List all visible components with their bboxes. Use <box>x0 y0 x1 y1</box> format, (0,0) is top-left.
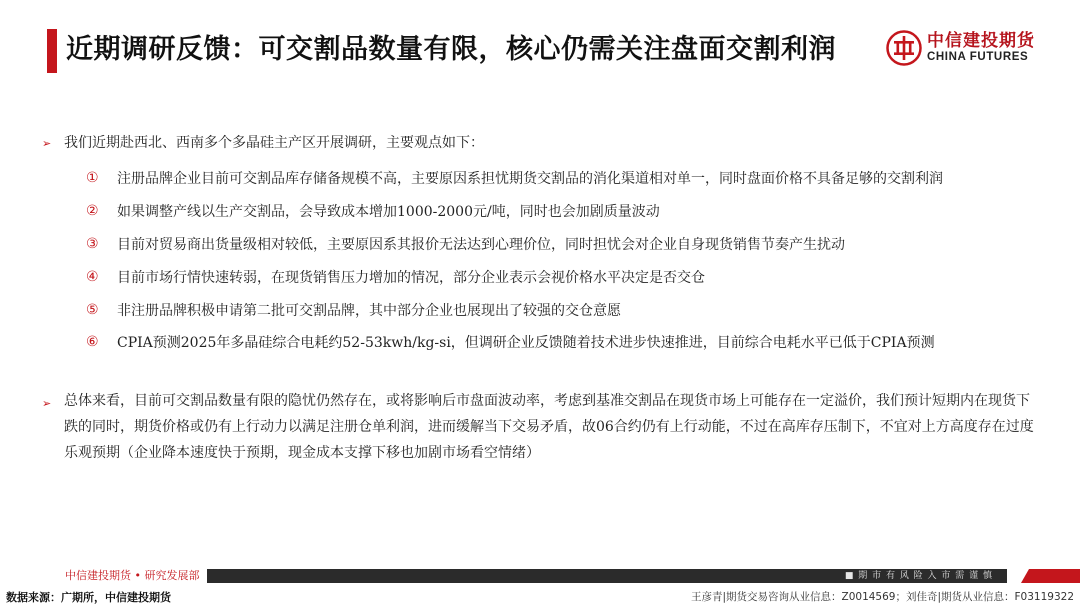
logo-english-name: CHINA FUTURES <box>927 51 1029 63</box>
item-text: 目前市场行情快速转弱，在现货销售压力增加的情况，部分企业表示会视价格水平决定是否交仓 <box>117 269 705 286</box>
bullet-text: 我们近期赴西北、西南多个多晶硅主产区开展调研，主要观点如下： <box>64 135 484 151</box>
arrow-bullet-icon: ➢ <box>42 397 52 410</box>
list-item <box>86 228 943 261</box>
footer-department-label: 中信建投期货 • 研究发展部 <box>65 569 200 582</box>
item-number: ② <box>86 203 99 220</box>
bullet-survey-intro <box>42 132 1039 155</box>
list-item <box>86 260 943 293</box>
item-number: ⑥ <box>86 334 99 351</box>
item-text: 如果调整产线以生产交割品，会导致成本增加1000-2000元/吨，同时也会加剧质量波动 <box>117 204 660 221</box>
list-item <box>86 195 943 228</box>
logo-chinese-name: 中信建投期货 <box>927 31 1035 51</box>
item-number: ④ <box>86 268 99 285</box>
survey-findings-list <box>86 162 943 359</box>
arrow-bullet-icon: ➢ <box>42 137 52 150</box>
item-number: ③ <box>86 235 99 252</box>
item-text: 目前对贸易商出货量级相对较低，主要原因系其报价无法达到心理价位，同时担忧会对企业自身现货销售节奏产生扰动 <box>117 236 845 253</box>
citic-logo-icon <box>886 30 922 66</box>
page-title: 近期调研反馈：可交割品数量有限，核心仍需关注盘面交割利润 <box>66 34 836 65</box>
list-item <box>86 162 943 195</box>
bullet-text: 总体来看，目前可交割品数量有限的隐忧仍然存在，或将影响后市盘面波动率，考虑到基准交割品在现货市场上可能存在一定溢价，我们预计短期内在现货下跌的同时，期货价格或仍有上行动力以满足注册仓单利润，进而缓解当下交易矛盾，故06合约仍有上行动能，不过在高库存压制下，不宜对上方高度存在过度乐观预期（企业降本速度快于预期，现金成本支撑下移也加剧市场看空情绪） <box>64 393 1034 461</box>
footer-department <box>61 568 207 584</box>
analyst-info: 王彦青|期货交易咨询从业信息：Z0014569；刘佳奇|期货从业信息：F03119322 <box>690 591 1074 603</box>
item-text: 非注册品牌积极申请第二批可交割品牌，其中部分企业也展现出了较强的交仓意愿 <box>117 302 621 319</box>
risk-warning: ■ 期 市 有 风 险 入 市 需 谨 慎 <box>844 571 993 581</box>
item-number: ① <box>86 170 99 187</box>
company-logo <box>886 30 1035 66</box>
list-item <box>86 293 943 326</box>
item-number: ⑤ <box>86 301 99 318</box>
bullet-conclusion <box>42 388 1039 466</box>
item-text: CPIA预测2025年多晶硅综合电耗约52-53kwh/kg-si，但调研企业反馈随着技术进步快速推进，目前综合电耗水平已低于CPIA预测 <box>117 335 935 352</box>
footer-dark-band <box>207 569 1007 583</box>
list-item <box>86 326 943 359</box>
title-accent-bar <box>47 29 57 73</box>
data-source: 数据来源：广期所，中信建投期货 <box>6 591 171 604</box>
footer-red-tab <box>1029 569 1080 583</box>
item-text: 注册品牌企业目前可交割品库存储备规模不高，主要原因系担忧期货交割品的消化渠道相对单一，同时盘面价格不具备足够的交割利润 <box>117 171 943 188</box>
